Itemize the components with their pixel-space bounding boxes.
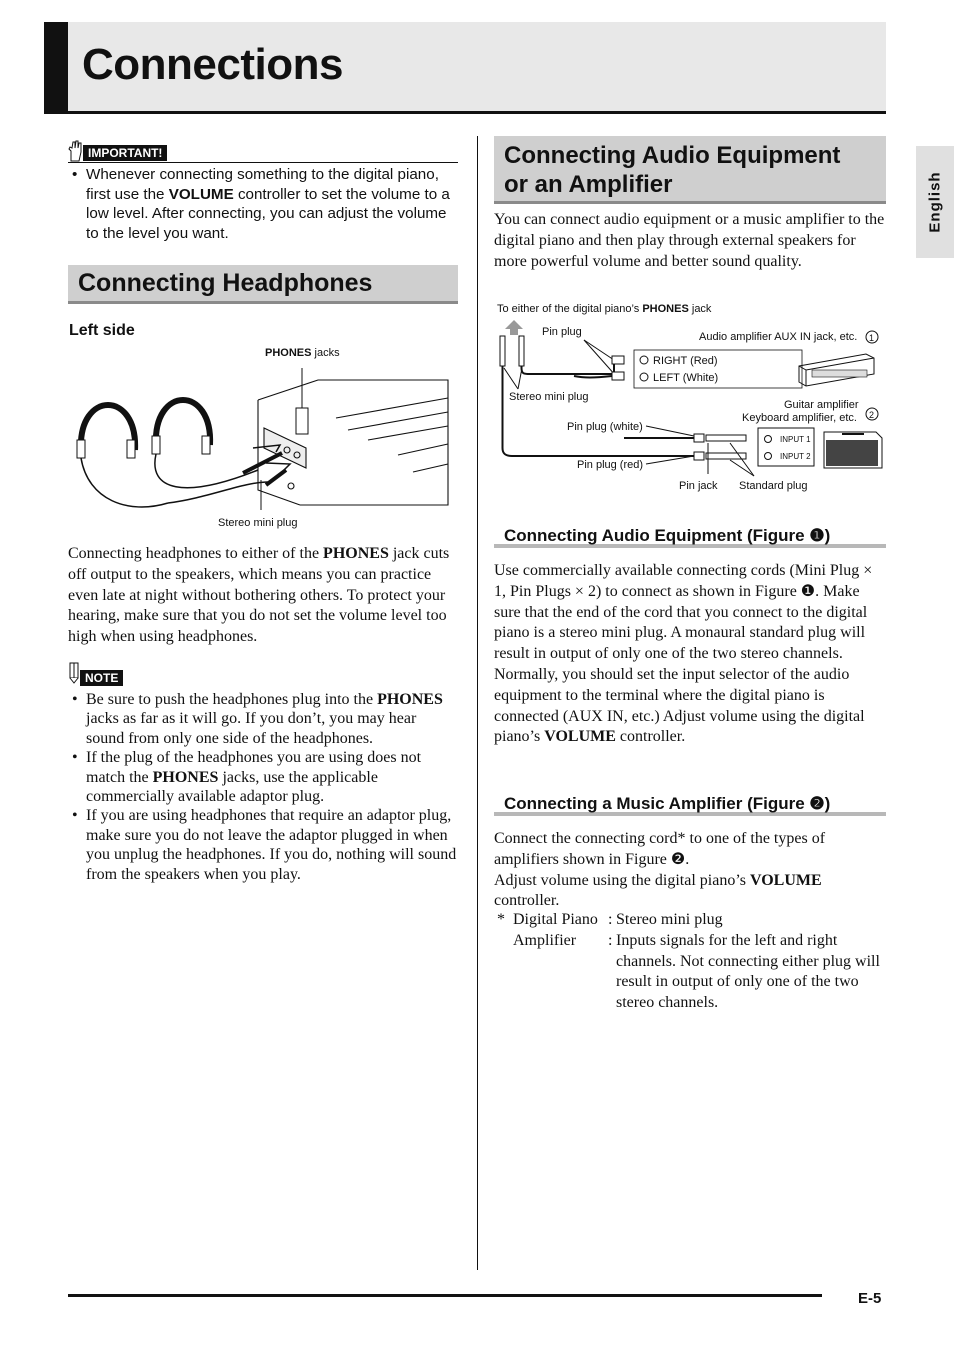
standard-plug-label: Standard plug (739, 480, 808, 492)
title-accent-bar (44, 22, 68, 111)
language-tab-label: English (926, 171, 944, 233)
phones-indicator-box (296, 408, 308, 434)
page-title: Connections (82, 40, 343, 89)
up-arrow-icon (505, 320, 523, 335)
note-badge: NOTE (80, 670, 123, 686)
pin-plug-white-label: Pin plug (white) (567, 421, 643, 433)
headphones-paragraph: Connecting headphones to either of the PHONES jack cuts off output to the speakers, which means you can practice even late at night without bothering others. To protect your hearing, make sure that you do not set the volume level too high when using headphones. (68, 545, 450, 646)
left-white-label: LEFT (White) (653, 372, 719, 384)
note-pencil-icon (68, 662, 80, 684)
pin-plug-label: Pin plug (542, 326, 582, 338)
jack-icon (640, 356, 648, 364)
headphones-icon (77, 405, 168, 507)
subheading-music-amplifier: Connecting a Music Amplifier (Figure ❷) (494, 794, 886, 816)
note-list (70, 690, 458, 884)
language-tab (916, 146, 954, 258)
pin-jack-label: Pin jack (679, 480, 718, 492)
audio-equipment-paragraph: Use commercially available connecting cords (Mini Plug × 1, Pin Plugs × 2) to connect as shown in Figure ❶. Make sure that the end of the cord that you connect to the digital piano is a stereo mini plug. A monaural standard plug will result in output of only one of the two stereo channels. Normally, you should set the input selector of the audio equipment to the terminal where the digital piano is connected (AUX IN, etc.) Adjust volume using the digital piano’s VOLUME controller. (494, 562, 873, 746)
piano-side-illustration (258, 380, 448, 505)
warning-hand-icon (68, 140, 84, 162)
important-badge: IMPORTANT! (83, 145, 167, 161)
keyboard-amp-label: Keyboard amplifier, etc. (742, 412, 857, 424)
phones-jacks-label: PHONES jacks (265, 347, 340, 359)
list-item: • Be sure to push the headphones plug into the PHONES jacks as far as it will go. If you don’t, you may hear sound from only one side of the headphones. (70, 690, 458, 748)
music-amplifier-paragraph: Connect the connecting cord* to one of the types of amplifiers shown in Figure ❷. Adjust volume using the digital piano’s VOLUME controller. (494, 830, 826, 910)
headphones-icon (152, 400, 268, 503)
left-side-label: Left side (69, 322, 135, 339)
page-title-band (44, 22, 886, 114)
right-red-label: RIGHT (Red) (653, 355, 718, 367)
section-heading-headphones: Connecting Headphones (68, 265, 458, 304)
input2-label: INPUT 2 (780, 452, 811, 461)
list-item: • Whenever connecting something to the digital piano, first use the VOLUME controller to set the volume to a low level. After connecting, you can adjust the volume to the level you want. (70, 165, 458, 243)
important-header (68, 140, 458, 163)
top-phones-label: To either of the digital piano’s PHONES jack (497, 303, 712, 315)
audio-intro-paragraph: You can connect audio equipment or a music amplifier to the digital piano and then play through external speakers for more powerful volume and better sound quality. (494, 211, 885, 270)
guitar-amp-label: Guitar amplifier (784, 399, 859, 411)
pin-plug-red-label: Pin plug (red) (577, 459, 644, 471)
svg-text:1: 1 (869, 333, 875, 343)
stereo-mini-plug-label: Stereo mini plug (509, 391, 589, 403)
audio-connection-figure (494, 298, 886, 498)
subheading-audio-equipment: Connecting Audio Equipment (Figure ❶) (494, 526, 886, 548)
svg-text:2: 2 (869, 410, 875, 420)
input1-label: INPUT 1 (780, 435, 811, 444)
list-item: • If the plug of the headphones you are using does not match the PHONES jacks, use the applicable commercially available adaptor plug. (70, 748, 458, 806)
footer-rule (68, 1294, 822, 1297)
jack-icon (640, 373, 648, 381)
column-divider (477, 136, 478, 1270)
section-heading-audio: Connecting Audio Equipment or an Amplifier (494, 136, 886, 204)
aux-in-label: Audio amplifier AUX IN jack, etc. (699, 331, 858, 343)
note-header (68, 662, 128, 686)
stereo-mini-plug-label: Stereo mini plug (218, 517, 298, 529)
page-number: E-5 (858, 1290, 882, 1307)
headphones-figure (68, 340, 458, 535)
guitar-amplifier-icon (824, 432, 882, 468)
important-list (70, 165, 458, 243)
list-item: • If you are using headphones that require an adaptor plug, make sure you do not leave the adaptor plugged in when you unplug the headphones. If you do, nothing will sound from the speakers when you play. (70, 806, 458, 884)
